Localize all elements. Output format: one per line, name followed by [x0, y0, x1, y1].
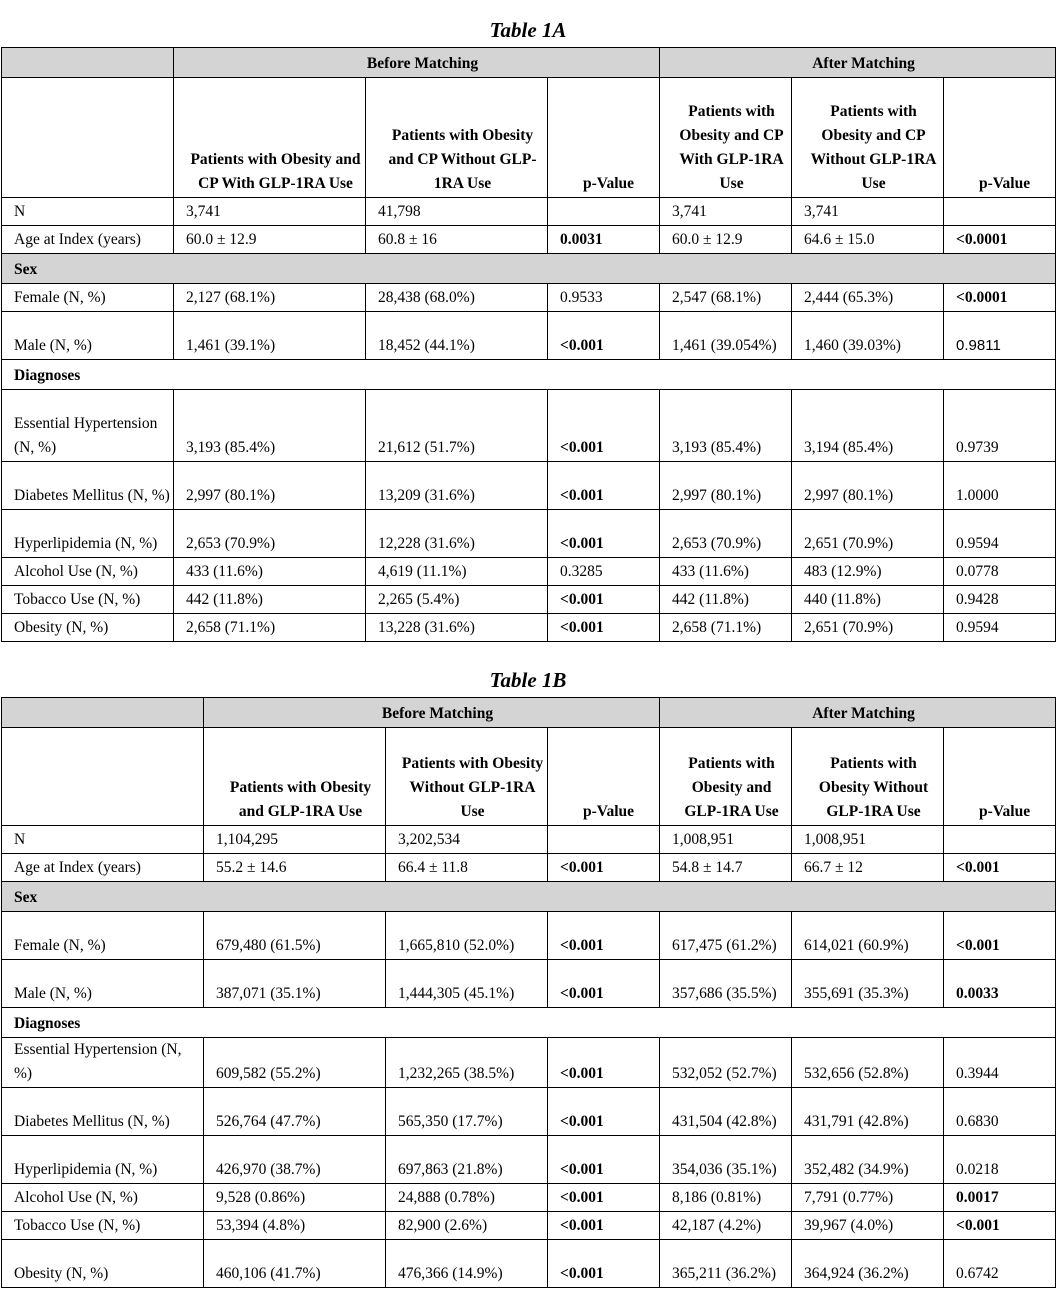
- col-header: p-Value: [944, 78, 1056, 198]
- before-matching-header: Before Matching: [174, 48, 660, 78]
- cell: [548, 198, 660, 226]
- row-label: Tobacco Use (N, %): [2, 586, 174, 614]
- header-blank-cell: [2, 728, 204, 826]
- cell: 0.9428: [944, 586, 1056, 614]
- col-header: p-Value: [944, 728, 1056, 826]
- cell: 24,888 (0.78%): [386, 1184, 548, 1212]
- column-header-row: [2, 728, 1056, 826]
- row-label: Female (N, %): [2, 912, 204, 960]
- cell: 2,265 (5.4%): [366, 586, 548, 614]
- cell: 1,444,305 (45.1%): [386, 960, 548, 1008]
- col-header: Patients with Obesity and CP With GLP-1RA Use: [660, 78, 792, 198]
- cell: 0.9811: [944, 312, 1056, 360]
- cell: 3,741: [792, 198, 944, 226]
- row-label: Age at Index (years): [2, 226, 174, 254]
- group-header-row: [2, 698, 1056, 728]
- cell: 442 (11.8%): [174, 586, 366, 614]
- cell: 42,187 (4.2%): [660, 1212, 792, 1240]
- row-label: Essential Hypertension (N, %): [2, 1038, 204, 1088]
- cell: 365,211 (36.2%): [660, 1240, 792, 1288]
- table-row: [2, 510, 1056, 558]
- cell: 0.3944: [944, 1038, 1056, 1088]
- cell: 532,052 (52.7%): [660, 1038, 792, 1088]
- row-label: Female (N, %): [2, 284, 174, 312]
- col-header: Patients with Obesity and CP With GLP-1RA Use: [174, 78, 366, 198]
- table-row: [2, 826, 1056, 854]
- cell: 3,194 (85.4%): [792, 390, 944, 462]
- cell: 1,665,810 (52.0%): [386, 912, 548, 960]
- column-header-row: [2, 78, 1056, 198]
- cell: 364,924 (36.2%): [792, 1240, 944, 1288]
- cell: <0.001: [548, 960, 660, 1008]
- cell: 355,691 (35.3%): [792, 960, 944, 1008]
- cell: 3,741: [174, 198, 366, 226]
- cell: 476,366 (14.9%): [386, 1240, 548, 1288]
- cell: [548, 826, 660, 854]
- row-label: Hyperlipidemia (N, %): [2, 1136, 204, 1184]
- cell: <0.001: [548, 1038, 660, 1088]
- cell: <0.001: [548, 854, 660, 882]
- col-header: p-Value: [548, 728, 660, 826]
- cell: 1,461 (39.1%): [174, 312, 366, 360]
- cell: <0.001: [548, 1240, 660, 1288]
- col-header: Patients with Obesity and GLP-1RA Use: [660, 728, 792, 826]
- cell: 617,475 (61.2%): [660, 912, 792, 960]
- cell: <0.001: [548, 390, 660, 462]
- cell: 21,612 (51.7%): [366, 390, 548, 462]
- table-row: [2, 586, 1056, 614]
- table-row: [2, 1184, 1056, 1212]
- cell: 3,193 (85.4%): [660, 390, 792, 462]
- cell: 0.0031: [548, 226, 660, 254]
- cell: 433 (11.6%): [660, 558, 792, 586]
- cell: 0.6830: [944, 1088, 1056, 1136]
- table-row: [2, 198, 1056, 226]
- cell: <0.0001: [944, 226, 1056, 254]
- cell: 433 (11.6%): [174, 558, 366, 586]
- row-label: Age at Index (years): [2, 854, 204, 882]
- cell: <0.001: [944, 1212, 1056, 1240]
- cell: 426,970 (38.7%): [204, 1136, 386, 1184]
- cell: 614,021 (60.9%): [792, 912, 944, 960]
- table-row: [2, 614, 1056, 642]
- cell: 82,900 (2.6%): [386, 1212, 548, 1240]
- table-1a-title: Table 1A: [489, 18, 567, 42]
- row-label: Hyperlipidemia (N, %): [2, 510, 174, 558]
- row-label: Diabetes Mellitus (N, %): [2, 462, 174, 510]
- cell: 431,504 (42.8%): [660, 1088, 792, 1136]
- group-blank-cell: [2, 698, 204, 728]
- section-row-sex: [2, 254, 1056, 284]
- table-row: [2, 1212, 1056, 1240]
- table-row: [2, 226, 1056, 254]
- cell: 2,127 (68.1%): [174, 284, 366, 312]
- cell: <0.001: [944, 854, 1056, 882]
- cell: 697,863 (21.8%): [386, 1136, 548, 1184]
- cell: 354,036 (35.1%): [660, 1136, 792, 1184]
- table-row: [2, 312, 1056, 360]
- cell: 3,741: [660, 198, 792, 226]
- cell: 609,582 (55.2%): [204, 1038, 386, 1088]
- section-label: Diagnoses: [2, 1008, 1056, 1038]
- row-label: Obesity (N, %): [2, 1240, 204, 1288]
- cell: 2,444 (65.3%): [792, 284, 944, 312]
- cell: 1,461 (39.054%): [660, 312, 792, 360]
- cell: 0.0017: [944, 1184, 1056, 1212]
- cell: 60.0 ± 12.9: [174, 226, 366, 254]
- table-row: [2, 854, 1056, 882]
- cell: 0.9533: [548, 284, 660, 312]
- cell: 12,228 (31.6%): [366, 510, 548, 558]
- cell: 2,997 (80.1%): [174, 462, 366, 510]
- table-1b: [1, 697, 1056, 1288]
- row-label: Male (N, %): [2, 960, 204, 1008]
- cell: 4,619 (11.1%): [366, 558, 548, 586]
- row-label: Alcohol Use (N, %): [2, 1184, 204, 1212]
- row-label: N: [2, 826, 204, 854]
- table-row: [2, 960, 1056, 1008]
- row-label: Tobacco Use (N, %): [2, 1212, 204, 1240]
- section-label: Sex: [2, 254, 1056, 284]
- cell: 352,482 (34.9%): [792, 1136, 944, 1184]
- cell: <0.001: [548, 912, 660, 960]
- cell: <0.0001: [944, 284, 1056, 312]
- col-header: Patients with Obesity and CP Without GLP-1RA Use: [366, 78, 548, 198]
- cell: 2,658 (71.1%): [174, 614, 366, 642]
- section-label: Diagnoses: [2, 360, 1056, 390]
- cell: 1,232,265 (38.5%): [386, 1038, 548, 1088]
- cell: 442 (11.8%): [660, 586, 792, 614]
- cell: 357,686 (35.5%): [660, 960, 792, 1008]
- cell: 1.0000: [944, 462, 1056, 510]
- table-row: [2, 462, 1056, 510]
- cell: 39,967 (4.0%): [792, 1212, 944, 1240]
- table-row: [2, 284, 1056, 312]
- table-row: [2, 1136, 1056, 1184]
- cell: <0.001: [944, 912, 1056, 960]
- table-row: [2, 912, 1056, 960]
- cell: 2,547 (68.1%): [660, 284, 792, 312]
- group-header-row: [2, 48, 1056, 78]
- cell: 9,528 (0.86%): [204, 1184, 386, 1212]
- table-row: [2, 1240, 1056, 1288]
- cell: 0.9594: [944, 510, 1056, 558]
- cell: 0.0218: [944, 1136, 1056, 1184]
- cell: 60.0 ± 12.9: [660, 226, 792, 254]
- cell: 13,228 (31.6%): [366, 614, 548, 642]
- cell: <0.001: [548, 614, 660, 642]
- cell: 41,798: [366, 198, 548, 226]
- row-label: Diabetes Mellitus (N, %): [2, 1088, 204, 1136]
- header-blank-cell: [2, 78, 174, 198]
- cell: 3,202,534: [386, 826, 548, 854]
- before-matching-header: Before Matching: [204, 698, 660, 728]
- cell: 2,651 (70.9%): [792, 510, 944, 558]
- table-row: [2, 558, 1056, 586]
- section-label: Sex: [2, 882, 1056, 912]
- cell: 0.9594: [944, 614, 1056, 642]
- cell: <0.001: [548, 1136, 660, 1184]
- cell: 0.0778: [944, 558, 1056, 586]
- section-row-sex: [2, 882, 1056, 912]
- section-row-diagnoses: [2, 360, 1056, 390]
- cell: 55.2 ± 14.6: [204, 854, 386, 882]
- cell: 66.7 ± 12: [792, 854, 944, 882]
- cell: <0.001: [548, 1184, 660, 1212]
- cell: <0.001: [548, 510, 660, 558]
- cell: <0.001: [548, 1212, 660, 1240]
- cell: 1,460 (39.03%): [792, 312, 944, 360]
- table-row: [2, 390, 1056, 462]
- cell: 0.9739: [944, 390, 1056, 462]
- cell: 460,106 (41.7%): [204, 1240, 386, 1288]
- cell: 64.6 ± 15.0: [792, 226, 944, 254]
- cell: 8,186 (0.81%): [660, 1184, 792, 1212]
- cell: 7,791 (0.77%): [792, 1184, 944, 1212]
- cell: 60.8 ± 16: [366, 226, 548, 254]
- cell: 2,653 (70.9%): [660, 510, 792, 558]
- cell: 0.3285: [548, 558, 660, 586]
- row-label: Obesity (N, %): [2, 614, 174, 642]
- cell: 565,350 (17.7%): [386, 1088, 548, 1136]
- cell: 2,997 (80.1%): [660, 462, 792, 510]
- cell: 679,480 (61.5%): [204, 912, 386, 960]
- table-1a: [1, 47, 1056, 642]
- cell: 1,104,295: [204, 826, 386, 854]
- row-label: Alcohol Use (N, %): [2, 558, 174, 586]
- col-header: Patients with Obesity and CP Without GLP-1RA Use: [792, 78, 944, 198]
- cell: 54.8 ± 14.7: [660, 854, 792, 882]
- cell: 28,438 (68.0%): [366, 284, 548, 312]
- cell: [944, 198, 1056, 226]
- cell: <0.001: [548, 586, 660, 614]
- cell: 1,008,951: [792, 826, 944, 854]
- col-header: Patients with Obesity Without GLP-1RA Use: [386, 728, 548, 826]
- cell: <0.001: [548, 462, 660, 510]
- cell: 18,452 (44.1%): [366, 312, 548, 360]
- row-label: Male (N, %): [2, 312, 174, 360]
- table-1b-title: Table 1B: [489, 668, 567, 692]
- cell: 483 (12.9%): [792, 558, 944, 586]
- cell: 2,997 (80.1%): [792, 462, 944, 510]
- col-header: Patients with Obesity and GLP-1RA Use: [204, 728, 386, 826]
- cell: 0.6742: [944, 1240, 1056, 1288]
- cell: 526,764 (47.7%): [204, 1088, 386, 1136]
- cell: 532,656 (52.8%): [792, 1038, 944, 1088]
- cell: 387,071 (35.1%): [204, 960, 386, 1008]
- table-row: [2, 1088, 1056, 1136]
- cell: 2,653 (70.9%): [174, 510, 366, 558]
- cell: <0.001: [548, 1088, 660, 1136]
- cell: 13,209 (31.6%): [366, 462, 548, 510]
- cell: 1,008,951: [660, 826, 792, 854]
- cell: 53,394 (4.8%): [204, 1212, 386, 1240]
- cell: 431,791 (42.8%): [792, 1088, 944, 1136]
- after-matching-header: After Matching: [660, 48, 1056, 78]
- cell: 3,193 (85.4%): [174, 390, 366, 462]
- table-row: [2, 1038, 1056, 1088]
- cell: 2,651 (70.9%): [792, 614, 944, 642]
- cell: 66.4 ± 11.8: [386, 854, 548, 882]
- cell: [944, 826, 1056, 854]
- row-label: Essential Hypertension (N, %): [2, 390, 174, 462]
- section-row-diagnoses: [2, 1008, 1056, 1038]
- cell: 0.0033: [944, 960, 1056, 1008]
- group-blank-cell: [2, 48, 174, 78]
- after-matching-header: After Matching: [660, 698, 1056, 728]
- col-header: p-Value: [548, 78, 660, 198]
- cell: <0.001: [548, 312, 660, 360]
- col-header: Patients with Obesity Without GLP-1RA Use: [792, 728, 944, 826]
- cell: 440 (11.8%): [792, 586, 944, 614]
- row-label: N: [2, 198, 174, 226]
- cell: 2,658 (71.1%): [660, 614, 792, 642]
